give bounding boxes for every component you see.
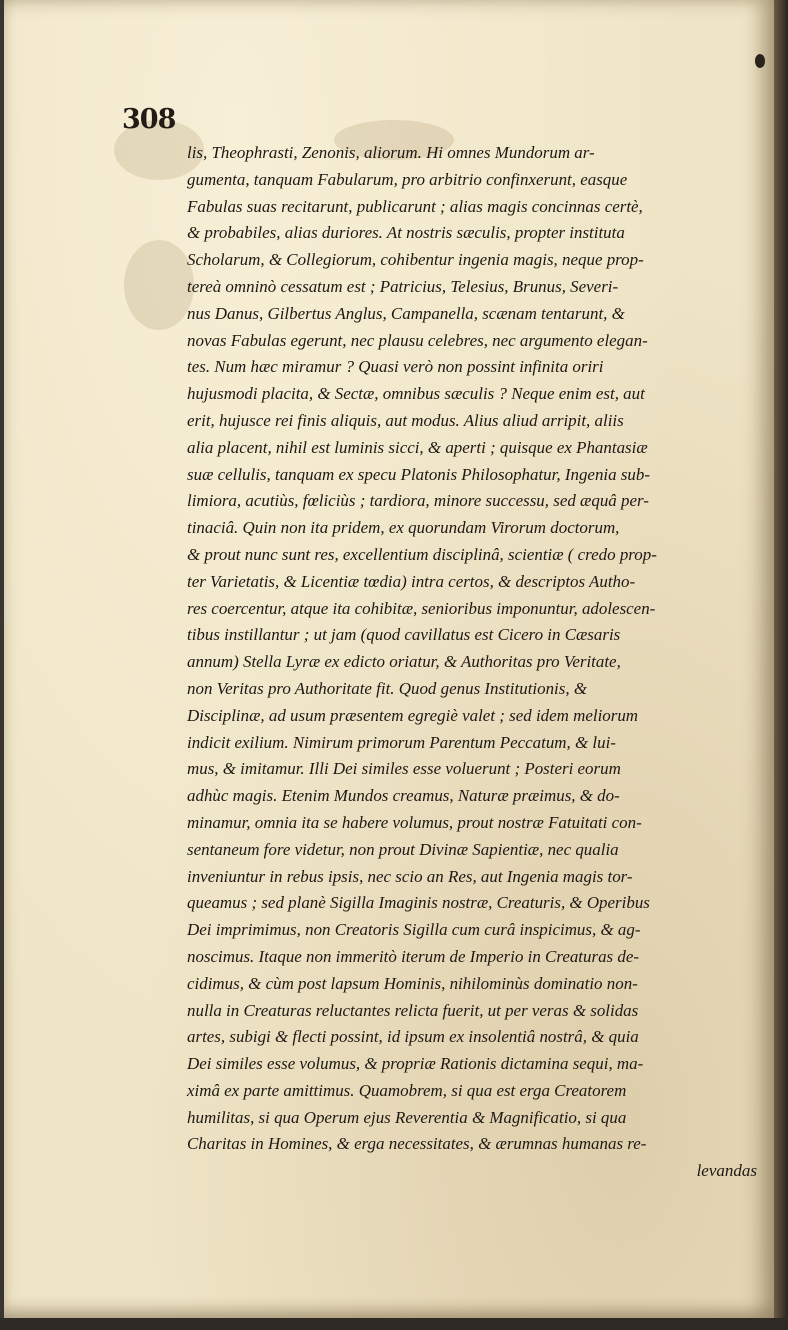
- text-line: alia placent, nihil est luminis sicci, & aperti ; quisque ex Phantasiæ: [187, 437, 648, 457]
- ink-blot: [755, 54, 765, 68]
- text-line: humilitas, si qua Operum ejus Reverentia & Magnificatio, si qua: [187, 1107, 627, 1127]
- book-gutter-shadow: [774, 0, 788, 1330]
- text-line: & probabiles, alias duriores. At nostris sæculis, propter instituta: [187, 223, 625, 243]
- text-line: nulla in Creaturas reluctantes relicta fuerit, ut per veras & solidas: [187, 1000, 639, 1020]
- text-line: Scholarum, & Collegiorum, cohibentur ingenia magis, neque prop-: [187, 250, 644, 270]
- text-line: suæ cellulis, tanquam ex specu Platonis Philosophatur, Ingenia sub-: [187, 464, 651, 484]
- text-line: ter Varietatis, & Licentiæ tœdia) intra certos, & descriptos Autho-: [187, 571, 636, 591]
- text-line: & prout nunc sunt res, excellentium disciplinâ, scientiæ ( credo prop-: [187, 544, 657, 564]
- text-line: annum) Stella Lyræ ex edicto oriatur, & Authoritas pro Veritate,: [187, 652, 621, 672]
- body-text: [187, 140, 757, 1185]
- text-line: tes. Num hæc miramur ? Quasi verò non possint infinita oriri: [187, 357, 604, 377]
- text-line: lis, Theophrasti, Zenonis, aliorum. Hi omnes Mundorum ar-: [187, 143, 595, 162]
- text-line: queamus ; sed planè Sigilla Imaginis nostræ, Creaturis, & Operibus: [187, 893, 650, 913]
- text-line: tereà omninò cessatum est ; Patricius, Telesius, Brunus, Severi-: [187, 276, 619, 296]
- text-line: gumenta, tanquam Fabularum, pro arbitrio confinxerunt, easque: [187, 169, 628, 189]
- text-line: noscimus. Itaque non immeritò iterum de Imperio in Creaturas de-: [187, 946, 640, 966]
- text-line: mus, & imitamur. Illi Dei similes esse voluerunt ; Posteri eorum: [187, 759, 621, 779]
- text-line: res coercentur, atque ita cohibitæ, senioribus imponuntur, adolescen-: [187, 598, 656, 618]
- page-bottom-edge: [0, 1318, 788, 1330]
- text-line: Dei similes esse volumus, & propriæ Rationis dictamina sequi, ma-: [187, 1054, 644, 1074]
- text-line: ximâ ex parte amittimus. Quamobrem, si qua est erga Creatorem: [187, 1080, 627, 1100]
- text-line: sentaneum fore videtur, non prout Divinæ Sapientiæ, nec qualia: [187, 839, 619, 859]
- text-line: adhùc magis. Etenim Mundos creamus, Naturæ præimus, & do-: [187, 786, 620, 806]
- text-line: indicit exilium. Nimirum primorum Parentum Peccatum, & lui-: [187, 732, 616, 752]
- text-line: hujusmodi placita, & Sectæ, omnibus sæculis ? Neque enim est, aut: [187, 384, 645, 404]
- text-line: inveniuntur in rebus ipsis, nec scio an Res, aut Ingenia magis tor-: [187, 866, 633, 886]
- text-line: non Veritas pro Authoritate fit. Quod genus Institutionis, &: [187, 678, 587, 698]
- text-line: levandas: [696, 1161, 757, 1181]
- text-line: tibus instillantur ; ut jam (quod cavillatus est Cicero in Cæsaris: [187, 625, 621, 645]
- text-line: novas Fabulas egerunt, nec plausu celebres, nec argumento elegan-: [187, 330, 648, 350]
- text-line: erit, hujusce rei finis aliquis, aut modus. Alius aliud arripit, aliis: [187, 410, 624, 430]
- text-line: cidimus, & cùm post lapsum Hominis, nihilominùs dominatio non-: [187, 973, 638, 993]
- page-number: 308: [122, 104, 176, 135]
- text-line: limiora, acutiùs, fœliciùs ; tardiora, minore successu, sed æquâ per-: [187, 491, 649, 511]
- text-line: artes, subigi & flecti possint, id ipsum ex insolentiâ nostrâ, & quia: [187, 1027, 639, 1047]
- text-line: Charitas in Homines, & erga necessitates, & ærumnas humanas re-: [187, 1134, 647, 1154]
- text-line: Dei imprimimus, non Creatoris Sigilla cum curâ inspicimus, & ag-: [187, 920, 641, 940]
- text-line: minamur, omnia ita se habere volumus, prout nostræ Fatuitati con-: [187, 812, 642, 832]
- text-line: Fabulas suas recitarunt, publicarunt ; alias magis concinnas certè,: [187, 196, 643, 216]
- text-line: tinaciâ. Quin non ita pridem, ex quorundam Virorum doctorum,: [187, 518, 620, 538]
- text-line: Disciplinæ, ad usum præsentem egregiè valet ; sed idem meliorum: [187, 705, 639, 725]
- paper-stain: [124, 240, 194, 330]
- text-line: nus Danus, Gilbertus Anglus, Campanella, scænam tentarunt, &: [187, 303, 625, 323]
- book-page: [4, 0, 774, 1318]
